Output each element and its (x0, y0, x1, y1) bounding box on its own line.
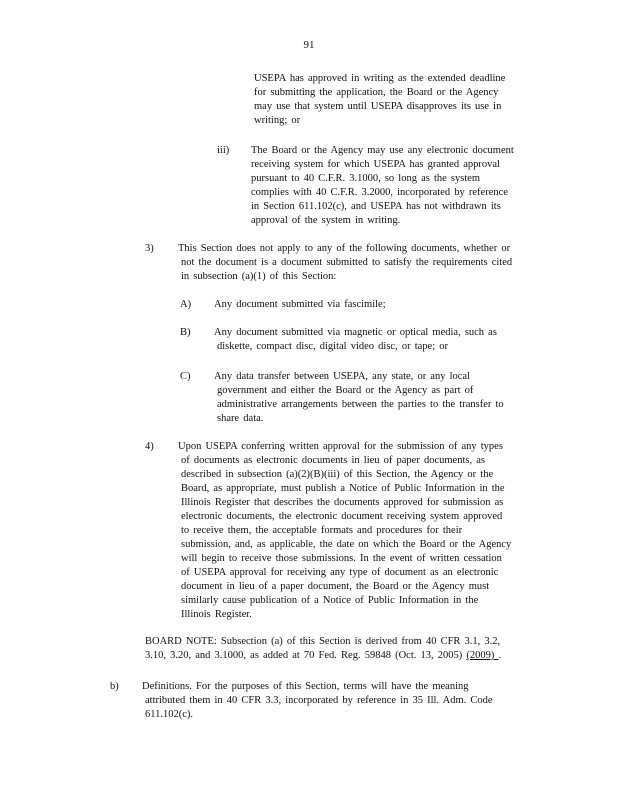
text-line: Board, as appropriate, must publish a Notice of Public Information in the (181, 483, 505, 494)
text-line: submission, and, as applicable, the date on which the Board or the Agency (181, 539, 512, 550)
text-line: writing; or (254, 115, 301, 126)
subsection-ii-continuation (254, 72, 505, 128)
text-line: similarly cause publication of a Notice of Public Information in the (181, 595, 479, 606)
text-line: approval of the system in writing. (251, 215, 401, 226)
text-line: in Section 611.102(c), and USEPA has not withdrawn its (251, 201, 501, 212)
subsection-b-label: b) (110, 681, 119, 692)
text-line: The Board or the Agency may use any electronic document (251, 145, 514, 156)
text-line: Any data transfer between USEPA, any state, or any local (214, 371, 470, 382)
text-line: for submitting the application, the Board or the Agency (254, 87, 499, 98)
amendment-year: (2009) (466, 650, 499, 661)
subsection-B-text (214, 326, 497, 354)
subsection-4-text (178, 440, 511, 622)
text-line: Definitions. For the purposes of this Section, terms will have the meaning (142, 681, 469, 692)
subsection-B-label: B) (180, 327, 191, 338)
text-line: administrative arrangements between the parties to the transfer to (217, 399, 504, 410)
board-note-citation: 3.10, 3.20, and 3.1000, as added at 70 Fed. Reg. 59848 (Oct. 13, 2005) (145, 650, 467, 661)
text-line: 611.102(c). (145, 709, 194, 720)
subsection-iii-text (251, 144, 514, 228)
subsection-A-text (214, 298, 386, 312)
subsection-3-label: 3) (145, 243, 154, 254)
text-line: This Section does not apply to any of the following documents, whether or (178, 243, 511, 254)
text-line: government and either the Board or the Agency as part of (217, 385, 474, 396)
text-line: in subsection (a)(1) of this Section: (181, 271, 337, 282)
text-line: Any document submitted via magnetic or optical media, such as (214, 327, 497, 338)
text-line (145, 649, 501, 663)
subsection-4-label: 4) (145, 441, 154, 452)
text-line: pursuant to 40 C.F.R. 3.1000, so long as the system (251, 173, 481, 184)
text-line: USEPA has approved in writing as the extended deadline (254, 73, 506, 84)
text-line: document in lieu of a paper document, the Board or the Agency must (181, 581, 490, 592)
text-line: may use that system until USEPA disapproves its use in (254, 101, 502, 112)
text-line: attributed them in 40 CFR 3.3, incorporated by reference in 35 Ill. Adm. Code (145, 695, 493, 706)
text-line: of USEPA approval for receiving any type of document as an electronic (181, 567, 499, 578)
text-line: Illinois Register that describes the documents approved for submission as (181, 497, 504, 508)
period: . (498, 650, 502, 661)
subsection-b-text (142, 680, 493, 722)
text-line: complies with 40 C.F.R. 3.2000, incorporated by reference (251, 187, 508, 198)
text-line: Illinois Register. (181, 609, 252, 620)
text-line: receiving system for which USEPA has granted approval (251, 159, 500, 170)
text-line: BOARD NOTE: Subsection (a) of this Section is derived from 40 CFR 3.1, 3.2, (145, 636, 501, 647)
board-note (145, 635, 501, 663)
text-line: share data. (217, 413, 264, 424)
subsection-C-text (214, 370, 504, 426)
page-number: 91 (303, 39, 315, 51)
subsection-A-label: A) (180, 299, 192, 310)
subsection-C-label: C) (180, 371, 191, 382)
text-line: described in subsection (a)(2)(B)(iii) of this Section, the Agency or the (181, 469, 494, 480)
text-line: diskette, compact disc, digital video disc, or tape; or (217, 341, 448, 352)
subsection-3-text (178, 242, 512, 284)
text-line: of documents as electronic documents in lieu of paper documents, as (181, 455, 485, 466)
text-line: to receive them, the acceptable formats and procedures for their (181, 525, 463, 536)
subsection-iii-label: iii) (217, 145, 230, 156)
text-line: electronic documents, the electronic document receiving system approved (181, 511, 503, 522)
text-line: not the document is a document submitted to satisfy the requirements cited (181, 257, 513, 268)
text-line: will begin to receive those submissions. In the event of written cessation (181, 553, 502, 564)
text-line: Upon USEPA conferring written approval for the submission of any types (178, 441, 503, 452)
text-line: Any document submitted via fascimile; (214, 299, 386, 310)
